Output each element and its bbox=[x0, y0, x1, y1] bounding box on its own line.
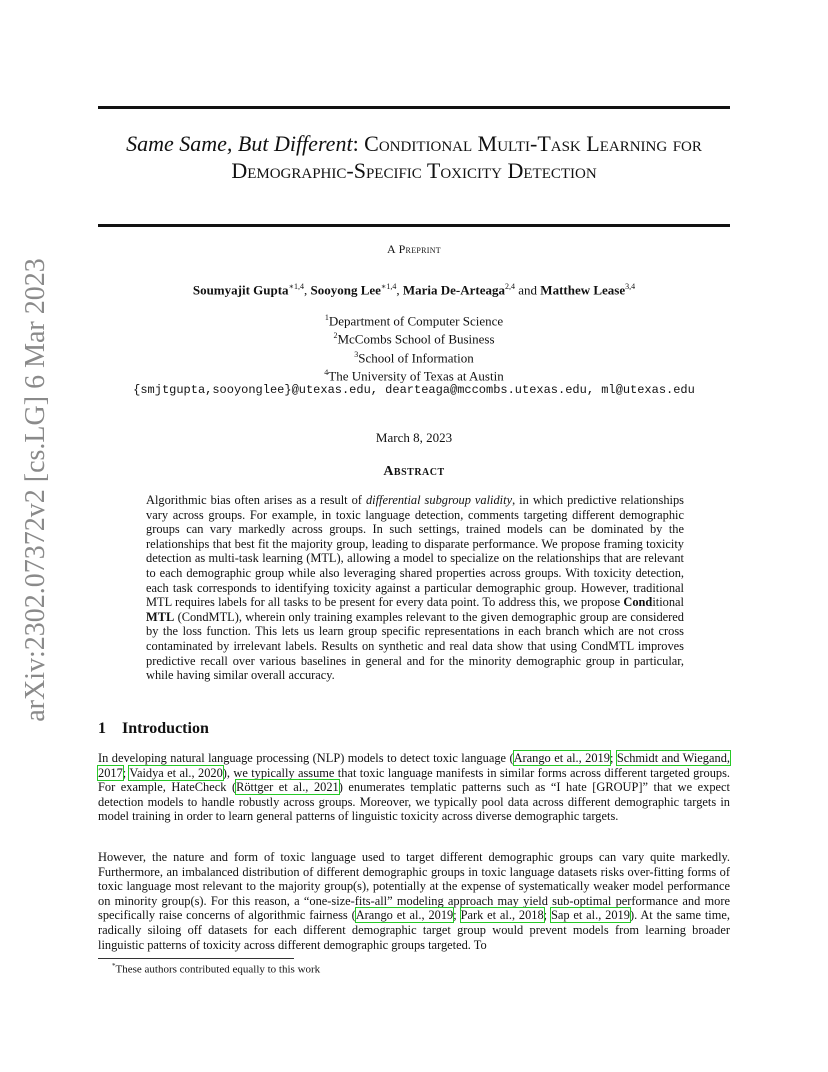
paper-title bbox=[98, 130, 730, 184]
affiliation-line: $^1$Department of Computer Science bbox=[324, 313, 504, 329]
author-emails: {smjtgupta,sooyonglee}@utexas.edu, dearteaga@mccombs.utexas.edu, ml@utexas.edu bbox=[133, 383, 695, 398]
arxiv-sidebar bbox=[0, 0, 74, 1072]
author-name: Soumyajit Gupta bbox=[192, 282, 289, 298]
intro-paragraph-2: However, the nature and form of toxic language used to target different demographic groups can vary quite markedly. Furthermore, an imbalanced distribution of different demographic groups in toxic language datasets risks over-fitting forms of toxic language most relevant to the majority group(s), potentially at the expense of systematically weaker model performance on minority group(s). For this reason, a “one-size-fits-all” modeling approach may yield sub-optimal performance and more specifically raise concerns of algorithmic fairness (Arango et al., 2019; Park et al., 2018; Sap et al., 2019). At the same time, radically siloing off datasets for each different demographic target group would prevent models from learning broader linguistic patterns of toxicity across different demographic groups targeted. To bbox=[98, 850, 730, 952]
affiliation-line: $^2$McCombs School of Business bbox=[333, 331, 495, 347]
publication-date: March 8, 2023 bbox=[375, 430, 453, 445]
affiliation-line: $^3$School of Information bbox=[354, 349, 474, 365]
citation-link[interactable]: Sap et al., 2019 bbox=[550, 908, 630, 923]
footnote bbox=[112, 962, 320, 976]
affiliation-line: $^4$The University of Texas at Austin bbox=[324, 367, 504, 384]
title-top-rule bbox=[98, 106, 730, 109]
footnote-text: These authors contributed equally to this work bbox=[115, 963, 321, 976]
title-bottom-rule bbox=[98, 224, 730, 227]
affiliations bbox=[98, 310, 730, 398]
arxiv-identifier: arXiv:2302.07372v2 [cs.LG] 6 Mar 2023 bbox=[20, 258, 51, 722]
intro-paragraph-1: In developing natural language processing (NLP) models to detect toxic language (Arango et al., 2019; Schmidt and Wiegand, 2017; Vaidya et al., 2020), we typically assume that toxic language manifests in similar forms across different targeted groups. For example, HateCheck (Röttger et al., 2021) enumerates templatic patterns such as “I hate [GROUP]” that we expect detection models to handle robustly across groups. Moreover, we typically pool data across different demographic targets in model training in order to learn general patterns of linguistic toxicity across diverse demographic targets. bbox=[98, 751, 731, 824]
citation-link[interactable]: Arango et al., 2019 bbox=[513, 751, 610, 765]
author-name: Sooyong Lee bbox=[310, 282, 381, 298]
section-number: 1 bbox=[98, 720, 106, 737]
citation-link[interactable]: Park et al., 2018 bbox=[460, 908, 544, 923]
citation-link[interactable]: Vaidya et al., 2020 bbox=[129, 765, 223, 780]
author-name: Matthew Lease bbox=[540, 282, 626, 298]
author-list: Soumyajit Gupta$^{∗1,4}$, Sooyong Lee$^{∗1,4}$, Maria De-Arteaga$^{2,4}$ and Matthew Lease$^{3,4}$ bbox=[192, 282, 636, 298]
preprint-label: A Preprint bbox=[386, 242, 441, 256]
citation-link[interactable]: Röttger et al., 2021 bbox=[236, 780, 339, 795]
title-italic-part: Same Same, But Different bbox=[126, 131, 353, 156]
section-heading bbox=[98, 720, 209, 738]
abstract-heading: Abstract bbox=[383, 464, 445, 479]
abstract-body: Algorithmic bias often arises as a result of differential subgroup validity, in which predictive relationships vary across groups. For example, in toxic language detection, comments targeting different demographic groups can vary markedly across groups. In such settings, trained models can be dominated by the relationships that best fit the majority group, leading to disparate performance. We propose framing toxicity detection as multi-task learning (MTL), allowing a model to specialize on the relationships that are relevant to each demographic group while also leveraging shared properties across groups. With toxicity detection, each task corresponds to identifying toxicity against a particular demographic group. However, traditional MTL requires labels for all tasks to be present for every data point. To address this, we propose Conditional MTL (CondMTL), wherein only training examples relevant to the given demographic group are considered by the loss function. This lets us learn group specific representations in each branch which are not cross contaminated by irrelevant labels. Results on synthetic and real data show that using CondMTL improves predictive recall over various baselines in general and for the minority demographic group in particular, while having similar overall accuracy. bbox=[146, 493, 684, 683]
citation-link[interactable]: Schmidt and Wiegand, 2017 bbox=[98, 751, 730, 780]
title-main-part: : Conditional Multi-Task Learning for Demographic-Specific Toxicity Detection bbox=[231, 131, 702, 183]
citation-link[interactable]: Arango et al., 2019 bbox=[355, 908, 454, 923]
footnote-rule bbox=[98, 958, 294, 959]
section-title: Introduction bbox=[122, 720, 209, 737]
author-name: Maria De-Arteaga bbox=[402, 282, 506, 298]
footnote-mark: * bbox=[112, 962, 116, 970]
